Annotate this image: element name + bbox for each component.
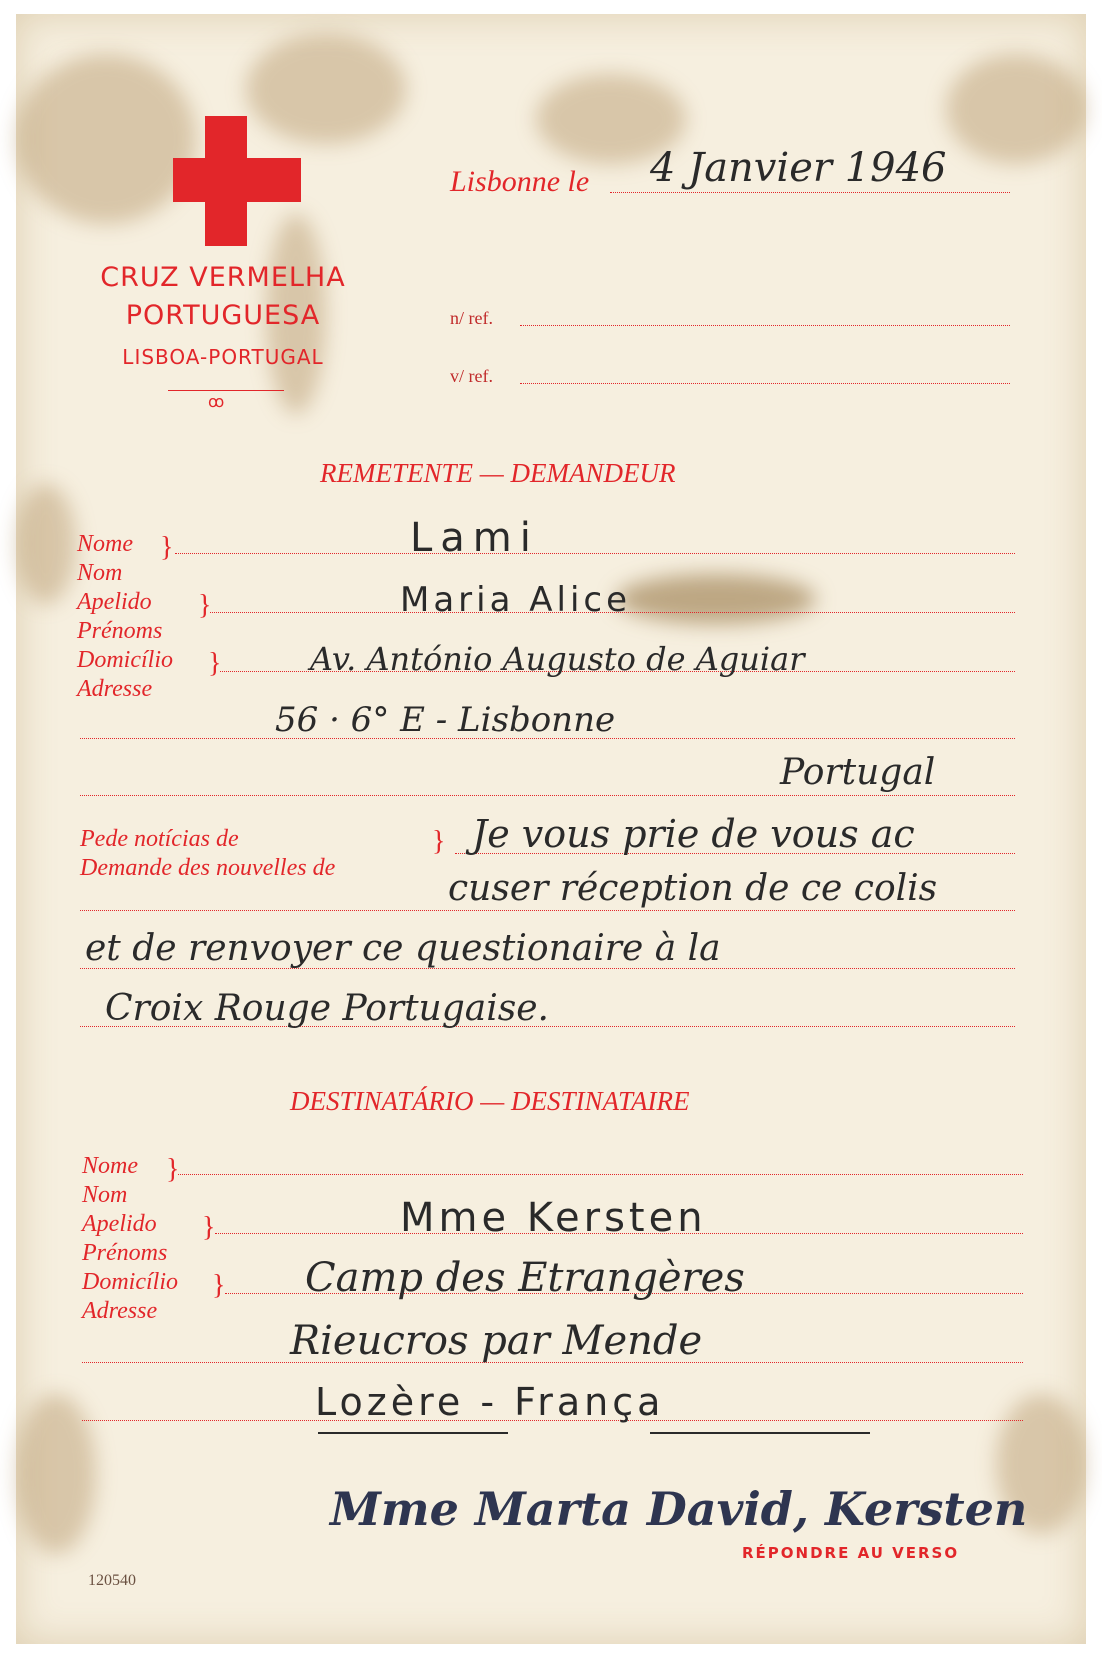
place-date-label: Lisbonne le <box>450 165 590 198</box>
stain <box>616 574 816 624</box>
brace-icon: } <box>160 532 174 563</box>
underline <box>318 1432 508 1434</box>
request-label-pt: Pede notícias de <box>80 826 239 852</box>
recipient-address-line2: Rieucros par Mende <box>290 1318 703 1364</box>
brace-icon: } <box>212 1270 226 1301</box>
recipient-address-line3: Lozère - França <box>315 1380 665 1424</box>
sender-address-line3: Portugal <box>780 752 936 793</box>
stain <box>946 54 1086 164</box>
label-apelido: Apelido <box>82 1211 157 1237</box>
brace-icon: } <box>198 590 212 621</box>
request-text-line1: Je vous prie de vous ac <box>472 812 915 856</box>
request-text-line3: et de renvoyer ce questionaire à la <box>85 928 721 969</box>
recipient-name-value: Mme Kersten <box>400 1195 707 1241</box>
request-line-2 <box>80 910 1015 911</box>
sender-section-title: REMETENTE — DEMANDEUR <box>320 458 676 488</box>
your-ref-line <box>520 383 1010 384</box>
date-line <box>610 192 1010 193</box>
stain <box>246 34 406 144</box>
nom-line <box>175 553 1015 554</box>
label-nome: Nome <box>77 531 133 557</box>
request-label-fr: Demande des nouvelles de <box>80 855 336 881</box>
stain <box>16 1394 96 1554</box>
request-text-line4: Croix Rouge Portugaise. <box>105 988 549 1029</box>
recipient-nom-line <box>178 1174 1023 1175</box>
our-ref-label: n/ ref. <box>450 308 493 328</box>
recipient-section-title: DESTINATÁRIO — DESTINATAIRE <box>290 1086 690 1116</box>
sender-nom-value: Lami <box>410 515 539 561</box>
label-adresse: Adresse <box>82 1298 158 1324</box>
sender-prenoms-value: Maria Alice <box>400 580 631 620</box>
label-prenoms: Prénoms <box>82 1240 168 1266</box>
label-adresse: Adresse <box>77 676 153 702</box>
brace-icon: } <box>202 1212 216 1243</box>
org-city: LISBOA-PORTUGAL <box>122 345 324 369</box>
stain <box>16 484 76 604</box>
recipient-address-line1: Camp des Etrangères <box>305 1255 745 1301</box>
brace-icon: } <box>208 648 222 679</box>
your-ref-label: v/ ref. <box>450 366 493 386</box>
label-apelido: Apelido <box>77 589 152 615</box>
label-nom: Nom <box>77 560 123 586</box>
label-domicilio: Domicílio <box>82 1269 178 1295</box>
label-prenoms: Prénoms <box>77 618 163 644</box>
request-text-line2: cuser réception de ce colis <box>448 868 938 909</box>
stain <box>16 54 196 224</box>
our-ref-line <box>520 325 1010 326</box>
org-name-line2: PORTUGUESA <box>125 300 321 331</box>
label-domicilio: Domicílio <box>77 647 173 673</box>
form-number: 120540 <box>88 1572 136 1589</box>
signature: Mme Marta David, Kersten <box>330 1482 1028 1536</box>
underline <box>650 1432 870 1434</box>
label-nom: Nom <box>82 1182 128 1208</box>
sender-address-line2: 56 · 6° E - Lisbonne <box>275 700 616 740</box>
logo-divider <box>168 390 284 391</box>
sender-address-line1: Av. António Augusto de Aguiar <box>310 640 805 678</box>
org-name-line1: CRUZ VERMELHA <box>100 262 346 293</box>
date-value: 4 Janvier 1946 <box>650 145 947 191</box>
red-cross-logo-bar <box>173 158 301 202</box>
brace-icon: } <box>166 1154 180 1185</box>
ornament-icon: ꝏ <box>208 394 225 411</box>
address-line-3 <box>80 795 1015 796</box>
reply-on-back-note: RÉPONDRE AU VERSO <box>742 1544 960 1562</box>
label-nome: Nome <box>82 1153 138 1179</box>
brace-icon: } <box>432 826 446 857</box>
